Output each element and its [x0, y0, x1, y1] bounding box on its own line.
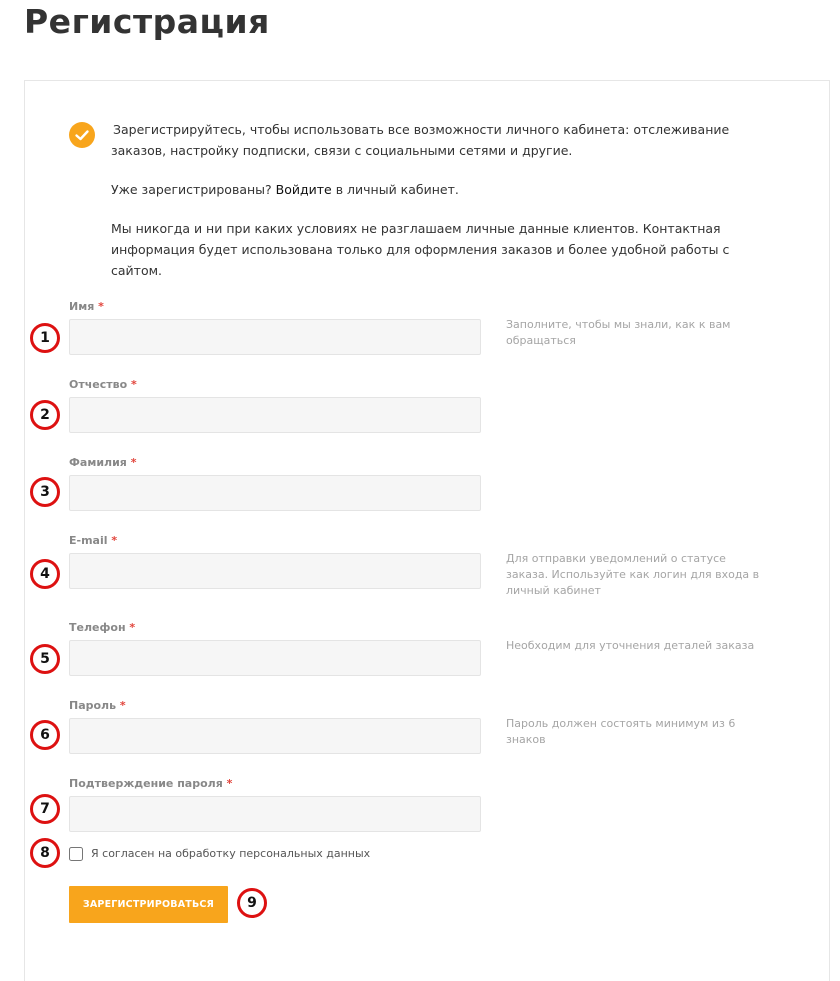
already-registered-text: Уже зарегистрированы? [111, 182, 276, 197]
password-label [69, 699, 126, 712]
annotation-marker-2: 2 [30, 400, 60, 430]
intro-text [111, 119, 771, 299]
password-confirm-label-text: Подтверждение пароля [69, 777, 223, 790]
patronymic-label [69, 378, 137, 391]
name-label [69, 300, 104, 313]
phone-label [69, 621, 135, 634]
required-mark: * [226, 777, 233, 790]
check-icon [69, 122, 95, 148]
password-confirm-input[interactable] [69, 796, 481, 832]
password-confirm-label [69, 777, 232, 790]
consent-checkbox[interactable] [69, 847, 83, 861]
annotation-marker-9: 9 [237, 888, 267, 918]
page-title: Регистрация [24, 2, 270, 41]
name-label-text: Имя [69, 300, 95, 313]
patronymic-label-text: Отчество [69, 378, 128, 391]
already-registered-suffix: в личный кабинет. [331, 182, 459, 197]
annotation-marker-4: 4 [30, 559, 60, 589]
email-input[interactable] [69, 553, 481, 589]
register-button[interactable]: ЗАРЕГИСТРИРОВАТЬСЯ [69, 886, 228, 923]
required-mark: * [119, 699, 126, 712]
annotation-marker-6: 6 [30, 720, 60, 750]
required-mark: * [131, 378, 137, 391]
name-input[interactable] [69, 319, 481, 355]
intro-paragraph-1: Зарегистрируйтесь, чтобы использовать все возможности личного кабинета: отслеживание заказов, настройку подписки, связи с социальными сетями и другие. [111, 122, 730, 158]
phone-input[interactable] [69, 640, 481, 676]
required-mark: * [98, 300, 104, 313]
intro-paragraph-3: Мы никогда и ни при каких условиях не разглашаем личные данные клиентов. Контактная информация будет использована только для оформления заказов и более удобной работы с сайтом. [111, 221, 730, 278]
email-label-text: E-mail [69, 534, 108, 547]
annotation-marker-1: 1 [30, 323, 60, 353]
consent-label[interactable]: Я согласен на обработку персональных данных [91, 847, 371, 860]
annotation-marker-5: 5 [30, 644, 60, 674]
phone-label-text: Телефон [69, 621, 126, 634]
required-mark: * [129, 621, 136, 634]
surname-input[interactable] [69, 475, 481, 511]
phone-hint: Необходим для уточнения деталей заказа [506, 639, 755, 652]
email-hint: Для отправки уведомлений о статусе заказа. Используйте как логин для входа в личный кабинет [506, 552, 760, 597]
annotation-marker-3: 3 [30, 477, 60, 507]
password-input[interactable] [69, 718, 481, 754]
patronymic-input[interactable] [69, 397, 481, 433]
intro-paragraph-2 [111, 179, 771, 200]
name-hint: Заполните, чтобы мы знали, как к вам обращаться [506, 318, 731, 347]
email-label [69, 534, 117, 547]
surname-label [69, 456, 136, 469]
password-hint: Пароль должен состоять минимум из 6 знаков [506, 717, 736, 746]
login-link[interactable]: Войдите [275, 182, 332, 197]
required-mark: * [130, 456, 137, 469]
annotation-marker-7: 7 [30, 794, 60, 824]
surname-label-text: Фамилия [69, 456, 127, 469]
annotation-marker-8: 8 [30, 838, 60, 868]
required-mark: * [111, 534, 118, 547]
password-label-text: Пароль [69, 699, 117, 712]
